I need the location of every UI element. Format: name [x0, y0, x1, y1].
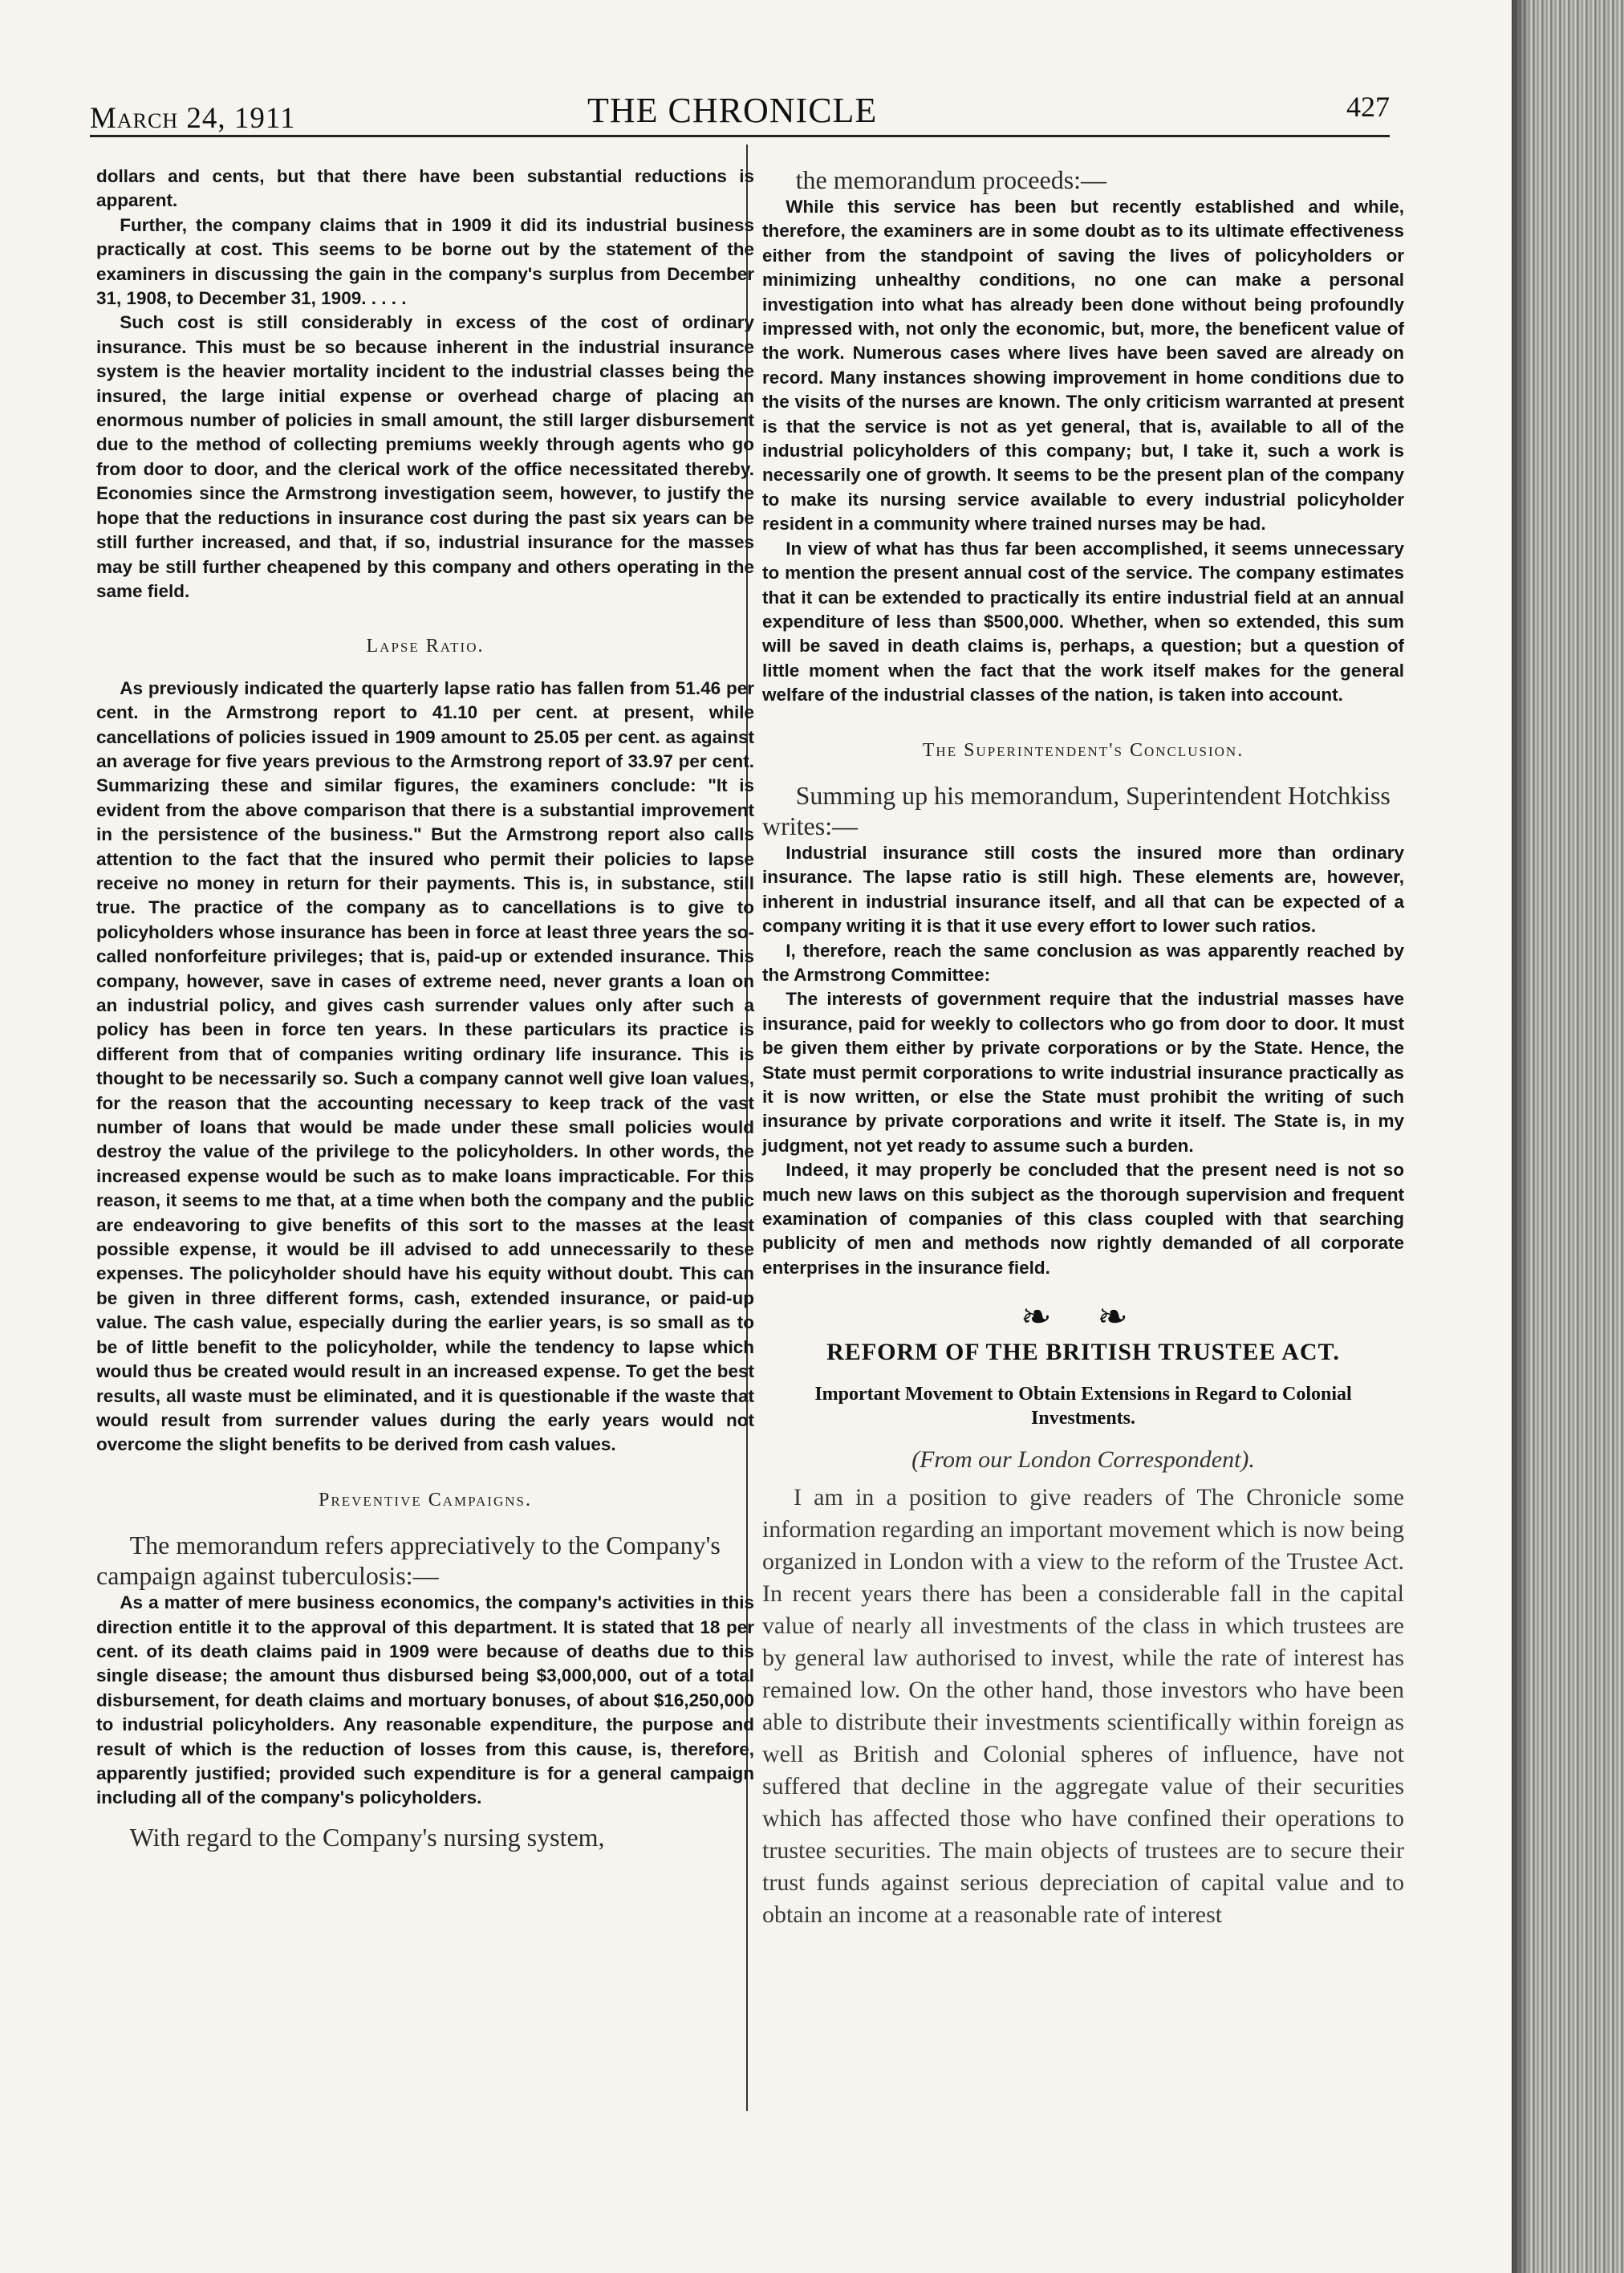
gutter-shadow: [1512, 0, 1531, 2273]
article-subtitle: Important Movement to Obtain Extensions in Regard to Colonial Investments.: [814, 1384, 1352, 1429]
article-body: I am in a position to give readers of The Chronicle some information regarding an important movement which is now being organized in London with a view to the reform of the Trustee Act. In recent years there has been a considerable fall in the capital value of nearly all investments of the class in which trustees are by general law authorised to invest, while the rate of interest has remained low. On the other hand, those investors who have been able to distribute their investments scientifically within foreign as well as British and Colonial spheres of influence, have not suffered that decline in the aggregate value of their securities which has affected those who have confined their operations to trustee securities. The main objects of trustees are to secure their trust funds against serious depreciation of capital value and to obtain an income at a reasonable rate of interest: [762, 1484, 1404, 1929]
paragraph: In view of what has thus far been accomplished, it seems unnecessary to mention the present annual cost of the service. The company estimates that it can be extended to practically its entire industrial field at an annual expenditure of less than $500,000. Whether, when so extended, this sum will be saved in death claims is, perhaps, a question; but a question of little moment when the fact that the work itself makes for the general welfare of the industrial classes of the nation, is taken into account.: [762, 538, 1404, 705]
issue-date: March 24, 1911: [90, 102, 296, 135]
section-heading-lapse-ratio: Lapse Ratio.: [366, 636, 485, 657]
ornament-divider: ❧ ❧: [1021, 1295, 1146, 1338]
paragraph: Industrial insurance still costs the insured more than ordinary insurance. The lapse ratio is still high. These elements are, however, inherent in industrial insurance itself, and all that can be expected of a company writing it is that it use every effort to lower such ratios.: [762, 842, 1404, 937]
section-heading-conclusion: The Superintendent's Conclusion.: [922, 739, 1244, 761]
running-header: [90, 72, 1390, 135]
paragraph: Further, the company claims that in 1909 it did its industrial business practically at cost. This seems to be borne out by the statement of the examiners in discussing the gain in the company's surplus from December 31, 1908, to December 31, 1909. . . . .: [96, 214, 754, 309]
paragraph: The interests of government require that the industrial masses have insurance, paid for weekly to collectors who go from door to door. It must be given them either by private corporations or by the State. Hence, the State must permit corporations to write industrial insurance practically as it is now written, or else the State must prohibit the writing of such insurance by private corporations and write it itself. The State is, in my judgment, not yet ready to assume such a burden.: [762, 989, 1404, 1156]
closing-paragraph: With regard to the Company's nursing system,: [129, 1822, 605, 1852]
article-title: REFORM OF THE BRITISH TRUSTEE ACT.: [826, 1338, 1340, 1365]
paragraph: dollars and cents, but that there have been substantial reductions is apparent.: [96, 166, 754, 211]
paragraph: Such cost is still considerably in excess of the cost of ordinary insurance. This must be so because inherent in the industrial insurance system is the heavier mortality incident to the industrial classes being the insured, the large initial expense or overhead charge of placing an enormous number of policies in small amount, the still larger disbursement due to the method of collecting premiums weekly through agents who go from door to door, and the clerical work of the office necessitated thereby. Economies since the Armstrong investigation seem, however, to justify the hope that the reductions in insurance cost during the past six years can be still further increased, and that, if so, industrial insurance for the masses may be still further cheapened by this company and others operating in the same field.: [96, 312, 754, 601]
byline: (From our London Correspondent).: [911, 1446, 1255, 1474]
paragraph: As previously indicated the quarterly lapse ratio has fallen from 51.46 per cent. in the Armstrong report to 41.10 per cent. at present, while cancellations of policies issued in 1909 amount to 25.05 per cent. as against an average for five years previous to the Armstrong report of 33.97 per cent. Summarizing these and similar figures, the examiners conclude: "It is evident from the above comparison that there is a substantial improvement in the persistence of the business." But the Armstrong report also calls attention to the fact that the insured who permit their policies to lapse receive no money in return for their payments. This is, in substance, still true. The practice of the company as to cancellations is to give to policyholders whose insurance has been in force at least three years the so-called nonforfeiture privileges; that is, paid-up or extended insurance. This company, however, save in cases of extreme need, never grants a loan on an industrial policy, and gives cash surrender values only after such a policy has been in force ten years. In these particulars its practice is different from that of companies writing ordinary life insurance. This is thought to be necessarily so. Such a company cannot well give loan values, for the reason that the accounting necessary to keep track of the vast number of loans that would be made under these small policies would destroy the value of the privilege to the policyholders. In other words, the increased expense would be such as to make loans impracticable. For this reason, it seems to me that, at a time when both the company and the public are endeavoring to give benefits of this sort to the masses at the least possible expense, it would be ill advised to add unnecessarily to these expenses. The policyholder should have his equity without doubt. This can be given in three different forms, cash, extended insurance, or paid-up value. The cash value, especially during the earlier years, is so small as to be of little benefit to the policyholder, while the tendency to lapse which would thus be created would result in an increased expense. To get the best results, all waste must be eliminated, and it is questionable if the waste that would result from surrender values during the early years would not overcome the slight benefits to be derived from cash values.: [96, 677, 754, 1455]
intro-paragraph: The memorandum refers appreciatively to the Company's campaign against tuberculosis:—: [96, 1531, 721, 1591]
publication-title: THE CHRONICLE: [587, 91, 878, 130]
page-number: 427: [1346, 91, 1390, 123]
left-column: [96, 165, 754, 1852]
continuation-line: the memorandum proceeds:—: [795, 165, 1107, 194]
paragraph: Indeed, it may properly be concluded that the present need is not so much new laws on this subject as the thorough supervision and frequent examination of companies of this class coupled with that searching publicity of men and methods now rightly demanded of all corporate enterprises in the insurance field.: [762, 1160, 1404, 1278]
right-column: [762, 165, 1404, 1931]
section-heading-preventive-campaigns: Preventive Campaigns.: [319, 1489, 532, 1511]
paragraph: While this service has been but recently established and while, therefore, the examiners are in some doubt as to its ultimate effectiveness either from the standpoint of saving the lives of policyholders or minimizing unhealthy conditions, no one can make a personal investigation into what has already been done without being profoundly impressed with, not only the economic, but, more, the beneficent value of the work. Numerous cases where lives have been saved are already on record. Many instances showing improvement in home conditions due to the visits of the nurses are known. The only criticism warranted at present is that the service is not as yet general, that is, available to all of the industrial policyholders of this company; but, I take it, such a work is necessarily one of growth. It seems to be the present plan of the company to make its nursing service available to every industrial policyholder resident in a community where trained nurses may be had.: [762, 197, 1404, 535]
intro-paragraph: Summing up his memorandum, Superintendent Hotchkiss writes:—: [762, 780, 1391, 840]
paragraph: I, therefore, reach the same conclusion as was apparently reached by the Armstrong Committee:: [762, 940, 1404, 985]
header-rule: [90, 135, 1390, 137]
quoted-paragraph: As a matter of mere business economics, the company's activities in this direction entitle it to the approval of this department. It is stated that 18 per cent. of its death claims paid in 1909 were because of deaths due to this single disease; the amount thus disbursed being $3,000,000, out of a total disbursement, for death claims and mortuary bonuses, of about $16,250,000 to industrial policyholders. Any reasonable expenditure, the purpose and result of which is the reduction of losses from this cause, is, therefore, apparently justified; provided such expenditure is for a general campaign including all of the company's policyholders.: [96, 1592, 754, 1808]
book-page-edges: [1512, 0, 1624, 2273]
